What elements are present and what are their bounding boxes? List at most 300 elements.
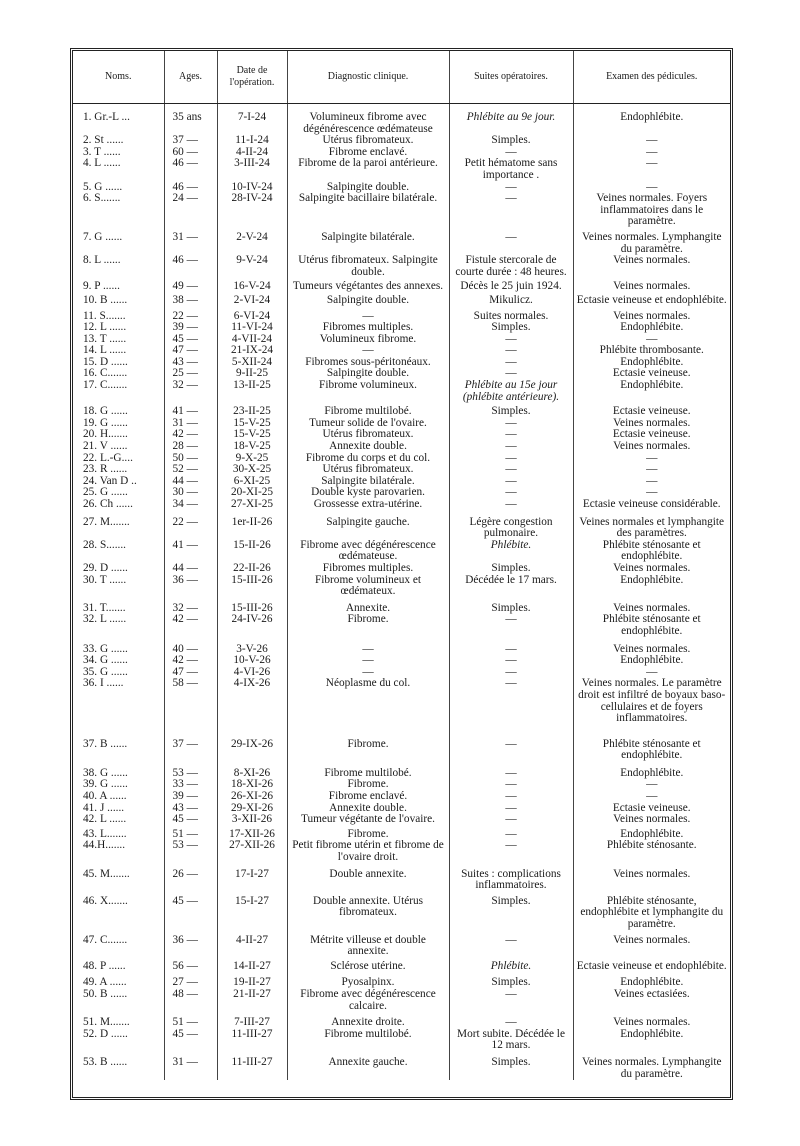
patient-age: 45 — <box>164 1029 217 1052</box>
table-row <box>73 814 730 826</box>
operation-date: 7-I-24 <box>217 104 287 136</box>
operation-date: 21-IX-24 <box>217 345 287 357</box>
patient-age: 45 — <box>164 334 217 346</box>
table-row <box>73 441 730 453</box>
patient-age: 36 — <box>164 575 217 598</box>
table-row <box>73 892 730 931</box>
operation-date: 2-VI-24 <box>217 293 287 307</box>
pedicle-exam: Endophlébite. <box>620 1027 684 1040</box>
clinical-diagnosis: Double annexite. Utérus fibromateux. <box>287 892 449 931</box>
operation-date: 4-VII-24 <box>217 334 287 346</box>
patient-age: 52 — <box>164 464 217 476</box>
patient-name: 3. T ...... <box>73 147 164 159</box>
clinical-diagnosis: Sclérose utérine. <box>287 958 449 973</box>
clinical-diagnosis: Double annexite. <box>287 864 449 892</box>
postoperative-course: Simples. <box>449 563 573 575</box>
clinical-diagnosis: Salpingite bilatérale. <box>287 228 449 255</box>
operation-date: 15-V-25 <box>217 429 287 441</box>
patient-name: 17. C....... <box>73 380 164 403</box>
patient-name: 25. G ...... <box>73 487 164 499</box>
clinical-diagnosis: Utérus fibromateux. <box>287 429 449 441</box>
patient-name: 8. L ...... <box>73 255 164 278</box>
patient-name: 38. G ...... <box>73 762 164 780</box>
clinical-diagnosis: Utérus fibromateux. <box>287 135 449 147</box>
patient-age: 47 — <box>164 345 217 357</box>
operation-date: 18-V-25 <box>217 441 287 453</box>
operation-date: 28-IV-24 <box>217 193 287 228</box>
pedicle-exam: Veines normales. <box>613 813 691 826</box>
patient-age: 51 — <box>164 826 217 841</box>
patient-age: 46 — <box>164 255 217 278</box>
table-body <box>73 104 730 1081</box>
operation-date: 3-XII-26 <box>217 814 287 826</box>
header-noms: Noms. <box>73 51 164 104</box>
table-row <box>73 840 730 863</box>
table-row <box>73 638 730 656</box>
pedicle-exam: — <box>646 145 658 158</box>
clinical-diagnosis: Fibrome du corps et du col. <box>287 453 449 465</box>
patient-name: 52. D ...... <box>73 1029 164 1052</box>
pedicle-exam: — <box>646 778 658 791</box>
table-row <box>73 931 730 958</box>
postoperative-course: Simples. <box>449 135 573 147</box>
clinical-diagnosis: Fibrome multilobé. <box>287 762 449 780</box>
postoperative-course: — <box>449 791 573 803</box>
pedicle-exam: Endophlébite. <box>620 355 684 368</box>
clinical-diagnosis: Salpingite double. <box>287 293 449 307</box>
pedicle-exam: — <box>646 665 658 678</box>
pedicle-exam: — <box>646 486 658 499</box>
pedicle-exam: Phlébite sténosante, endophlébite et lymphangite du paramètre. <box>580 894 724 930</box>
pedicle-exam: Veines normales. <box>613 933 691 946</box>
postoperative-course: — <box>449 499 573 511</box>
patient-age: 50 — <box>164 453 217 465</box>
table-row <box>73 563 730 575</box>
patient-name: 23. R ...... <box>73 464 164 476</box>
header-ages: Ages. <box>164 51 217 104</box>
pedicle-exam: Phlébite sténosante. <box>606 839 697 852</box>
clinical-diagnosis: Fibrome volumineux et œdémateux. <box>287 575 449 598</box>
pedicle-exam: Veines normales. <box>613 867 691 880</box>
clinical-diagnosis: Volumineux fibrome. <box>287 334 449 346</box>
postoperative-course: Mikulicz. <box>449 293 573 307</box>
table-row <box>73 380 730 403</box>
patient-name: 14. L ...... <box>73 345 164 357</box>
postoperative-course: Suites normales. <box>449 307 573 323</box>
postoperative-course: Simples. <box>449 972 573 989</box>
pedicle-exam: Phlébite sténosante et endophlébite. <box>602 538 701 563</box>
clinical-diagnosis: Petit fibrome utérin et fibrome de l'ovaire droit. <box>287 840 449 863</box>
patient-age: 34 — <box>164 499 217 511</box>
postoperative-course: Suites : complications inflammatoires. <box>449 864 573 892</box>
clinical-diagnosis: Salpingite gauche. <box>287 511 449 540</box>
operation-date: 5-XII-24 <box>217 357 287 369</box>
table-row <box>73 228 730 255</box>
patient-name: 42. L ...... <box>73 814 164 826</box>
postoperative-course: Phlébite. <box>449 958 573 973</box>
patient-name: 48. P ...... <box>73 958 164 973</box>
operation-date: 27-XI-25 <box>217 499 287 511</box>
clinical-diagnosis: Fibromes multiples. <box>287 563 449 575</box>
patient-age: 38 — <box>164 293 217 307</box>
table-row <box>73 307 730 323</box>
patient-age: 33 — <box>164 779 217 791</box>
clinical-diagnosis: Fibrome volumineux. <box>287 380 449 403</box>
pedicle-exam: Veines normales. Lymphangite du paramètre. <box>581 1055 722 1080</box>
table-row <box>73 989 730 1012</box>
patient-name: 21. V ...... <box>73 441 164 453</box>
table-row <box>73 403 730 418</box>
patient-name: 46. X....... <box>73 892 164 931</box>
operation-date: 4-VI-26 <box>217 667 287 679</box>
patient-name: 2. St ...... <box>73 135 164 147</box>
clinical-diagnosis: Fibrome multilobé. <box>287 1029 449 1052</box>
patient-age: 30 — <box>164 487 217 499</box>
clinical-diagnosis: Fibromes sous-péritonéaux. <box>287 357 449 369</box>
patient-age: 39 — <box>164 791 217 803</box>
pedicle-exam: Veines normales. <box>613 254 691 267</box>
patient-age: 42 — <box>164 429 217 441</box>
postoperative-course: — <box>449 667 573 679</box>
operation-date: 6-XI-25 <box>217 476 287 488</box>
patient-age: 35 ans <box>164 104 217 136</box>
patient-age: 45 — <box>164 892 217 931</box>
operation-date: 6-VI-24 <box>217 307 287 323</box>
patient-age: 37 — <box>164 135 217 147</box>
operation-date: 20-XI-25 <box>217 487 287 499</box>
pedicle-exam: Veines normales. <box>613 601 691 614</box>
operation-date: 7-III-27 <box>217 1012 287 1029</box>
table-row <box>73 1029 730 1052</box>
operation-date: 4-II-24 <box>217 147 287 159</box>
postoperative-course: Simples. <box>449 1052 573 1080</box>
patient-name: 50. B ...... <box>73 989 164 1012</box>
patient-age: 24 — <box>164 193 217 228</box>
postoperative-course: — <box>449 826 573 841</box>
patient-age: 45 — <box>164 814 217 826</box>
postoperative-course: — <box>449 1012 573 1029</box>
patient-name: 11. S....... <box>73 307 164 323</box>
operation-date: 4-IX-26 <box>217 678 287 724</box>
patient-age: 53 — <box>164 840 217 863</box>
pedicle-exam: — <box>646 790 658 803</box>
postoperative-course: — <box>449 762 573 780</box>
patient-age: 41 — <box>164 540 217 563</box>
patient-age: 22 — <box>164 511 217 540</box>
postoperative-course: — <box>449 638 573 656</box>
postoperative-course: — <box>449 476 573 488</box>
patient-age: 47 — <box>164 667 217 679</box>
operation-date: 3-V-26 <box>217 638 287 656</box>
clinical-diagnosis: Tumeurs végétantes des annexes. <box>287 278 449 293</box>
patient-name: 19. G ...... <box>73 418 164 430</box>
patient-name: 31. T....... <box>73 598 164 615</box>
patient-age: 28 — <box>164 441 217 453</box>
clinical-diagnosis: Fibrome. <box>287 779 449 791</box>
postoperative-course: — <box>449 429 573 441</box>
operation-date: 26-XI-26 <box>217 791 287 803</box>
table-row <box>73 499 730 511</box>
pedicle-exam: Phlébite sténosante et endophlébite. <box>602 737 701 762</box>
postoperative-course: — <box>449 614 573 637</box>
operation-date: 17-I-27 <box>217 864 287 892</box>
table-row <box>73 193 730 228</box>
operation-date: 29-IX-26 <box>217 725 287 762</box>
postoperative-course: — <box>449 418 573 430</box>
pedicle-exam: Veines normales. <box>613 440 691 453</box>
table-row <box>73 511 730 540</box>
clinical-diagnosis: Tumeur solide de l'ovaire. <box>287 418 449 430</box>
clinical-diagnosis: Fibrome. <box>287 614 449 637</box>
clinical-diagnosis: Salpingite bilatérale. <box>287 476 449 488</box>
table-row <box>73 762 730 780</box>
postoperative-course: — <box>449 725 573 762</box>
patient-name: 35. G ...... <box>73 667 164 679</box>
clinical-diagnosis: Grossesse extra-utérine. <box>287 499 449 511</box>
patient-name: 45. M....... <box>73 864 164 892</box>
table-row <box>73 655 730 667</box>
table-row <box>73 826 730 841</box>
postoperative-course: Décès le 25 juin 1924. <box>449 278 573 293</box>
patient-age: 32 — <box>164 380 217 403</box>
pedicle-exam: Endophlébite. <box>620 766 684 779</box>
clinical-diagnosis: Fibrome enclavé. <box>287 147 449 159</box>
clinical-diagnosis: Métrite villeuse et double annexite. <box>287 931 449 958</box>
operation-date: 9-X-25 <box>217 453 287 465</box>
postoperative-course: — <box>449 334 573 346</box>
clinical-diagnosis: — <box>287 667 449 679</box>
clinical-diagnosis: Fibrome. <box>287 725 449 762</box>
clinical-diagnosis: Fibromes multiples. <box>287 322 449 334</box>
postoperative-course: Phlébite au 9e jour. <box>449 104 573 136</box>
postoperative-course: — <box>449 345 573 357</box>
pedicle-exam: Phlébite thrombosante. <box>599 344 704 357</box>
patient-name: 6. S....... <box>73 193 164 228</box>
table-row <box>73 958 730 973</box>
operation-date: 14-II-27 <box>217 958 287 973</box>
patient-age: 48 — <box>164 989 217 1012</box>
pedicle-exam: Veines normales. <box>613 642 691 655</box>
postoperative-course: — <box>449 840 573 863</box>
operation-date: 16-V-24 <box>217 278 287 293</box>
clinical-diagnosis: Fibrome enclavé. <box>287 791 449 803</box>
pedicle-exam: — <box>646 134 658 147</box>
patient-name: 49. A ...... <box>73 972 164 989</box>
patient-age: 43 — <box>164 357 217 369</box>
patient-age: 31 — <box>164 228 217 255</box>
operation-date: 15-III-26 <box>217 575 287 598</box>
pedicle-exam: Endophlébite. <box>620 111 684 123</box>
table-row <box>73 1012 730 1029</box>
patient-age: 46 — <box>164 158 217 181</box>
table-row <box>73 725 730 762</box>
table-row <box>73 104 730 136</box>
clinical-diagnosis: Annexite double. <box>287 441 449 453</box>
patient-age: 25 — <box>164 368 217 380</box>
clinical-diagnosis: Utérus fibromateux. Salpingite double. <box>287 255 449 278</box>
pedicle-exam: Veines normales. <box>613 1016 691 1029</box>
patient-name: 53. B ...... <box>73 1052 164 1080</box>
patient-age: 56 — <box>164 958 217 973</box>
table-row <box>73 575 730 598</box>
table-header-row <box>73 51 730 104</box>
operation-date: 1er-II-26 <box>217 511 287 540</box>
operation-date: 21-II-27 <box>217 989 287 1012</box>
header-pedicules: Examen des pédicules. <box>573 51 730 104</box>
clinical-diagnosis: — <box>287 345 449 357</box>
postoperative-course: — <box>449 441 573 453</box>
pedicle-exam: Veines normales. <box>613 416 691 429</box>
operation-date: 15-III-26 <box>217 598 287 615</box>
pedicle-exam: — <box>646 463 658 476</box>
postoperative-course: Légère congestion pulmonaire. <box>449 511 573 540</box>
patient-age: 60 — <box>164 147 217 159</box>
pedicle-exam: Endophlébite. <box>620 573 684 586</box>
operation-date: 10-V-26 <box>217 655 287 667</box>
header-date: Date de l'opération. <box>217 51 287 104</box>
pedicle-exam: Ectasie veineuse. <box>612 367 691 380</box>
patient-name: 16. C....... <box>73 368 164 380</box>
postoperative-course: Phlébite. <box>449 540 573 563</box>
postoperative-course: — <box>449 487 573 499</box>
pedicle-exam: Phlébite sténosante et endophlébite. <box>602 613 701 637</box>
patient-name: 15. D ...... <box>73 357 164 369</box>
operation-date: 18-XI-26 <box>217 779 287 791</box>
patient-age: 36 — <box>164 931 217 958</box>
postoperative-course: — <box>449 678 573 724</box>
pedicle-exam: Endophlébite. <box>620 321 684 334</box>
clinical-diagnosis: Tumeur végétante de l'ovaire. <box>287 814 449 826</box>
postoperative-course: — <box>449 814 573 826</box>
patient-name: 10. B ...... <box>73 293 164 307</box>
surgery-table <box>73 51 730 1080</box>
postoperative-course: — <box>449 147 573 159</box>
postoperative-course: — <box>449 453 573 465</box>
patient-age: 49 — <box>164 278 217 293</box>
postoperative-course: Simples. <box>449 892 573 931</box>
table-row <box>73 322 730 334</box>
patient-name: 24. Van D .. <box>73 476 164 488</box>
patient-age: 26 — <box>164 864 217 892</box>
patient-name: 29. D ...... <box>73 563 164 575</box>
pedicle-exam: Ectasie veineuse et endophlébite. <box>576 293 727 306</box>
operation-date: 4-II-27 <box>217 931 287 958</box>
patient-age: 51 — <box>164 1012 217 1029</box>
pedicle-exam: Veines normales. Lymphangite du paramètre. <box>581 230 722 255</box>
pedicle-exam: Endophlébite. <box>620 379 684 392</box>
patient-name: 28. S....... <box>73 540 164 563</box>
postoperative-course: — <box>449 193 573 228</box>
clinical-diagnosis: Volumineux fibrome avec dégénérescence œdémateuse <box>287 104 449 136</box>
patient-name: 7. G ...... <box>73 228 164 255</box>
clinical-diagnosis: — <box>287 655 449 667</box>
patient-name: 12. L ...... <box>73 322 164 334</box>
operation-date: 15-V-25 <box>217 418 287 430</box>
patient-name: 26. Ch ...... <box>73 499 164 511</box>
patient-age: 46 — <box>164 182 217 194</box>
pedicle-exam: Veines normales. <box>613 280 691 293</box>
pedicle-exam: — <box>646 451 658 464</box>
clinical-diagnosis: Fibrome. <box>287 826 449 841</box>
postoperative-course: — <box>449 357 573 369</box>
pedicle-exam: Endophlébite. <box>620 827 684 840</box>
operation-date: 2-V-24 <box>217 228 287 255</box>
pedicle-exam: Ectasie veineuse. <box>612 428 691 441</box>
patient-name: 9. P ...... <box>73 278 164 293</box>
postoperative-course: — <box>449 368 573 380</box>
table-row <box>73 972 730 989</box>
postoperative-course: — <box>449 989 573 1012</box>
postoperative-course: — <box>449 464 573 476</box>
operation-date: 15-II-26 <box>217 540 287 563</box>
table-row <box>73 678 730 724</box>
patient-name: 44.H....... <box>73 840 164 863</box>
operation-date: 22-II-26 <box>217 563 287 575</box>
postoperative-course: — <box>449 182 573 194</box>
clinical-diagnosis: Néoplasme du col. <box>287 678 449 724</box>
operation-date: 11-I-24 <box>217 135 287 147</box>
pedicle-exam: Veines ectasiées. <box>613 987 690 1000</box>
operation-date: 23-II-25 <box>217 403 287 418</box>
patient-name: 4. L ...... <box>73 158 164 181</box>
postoperative-course: Simples. <box>449 403 573 418</box>
patient-age: 22 — <box>164 307 217 323</box>
clinical-diagnosis: Annexite double. <box>287 803 449 815</box>
patient-name: 30. T ...... <box>73 575 164 598</box>
patient-name: 27. M....... <box>73 511 164 540</box>
postoperative-course: Décédée le 17 mars. <box>449 575 573 598</box>
pedicle-exam: — <box>646 157 658 170</box>
patient-age: 27 — <box>164 972 217 989</box>
clinical-diagnosis: Salpingite bacillaire bilatérale. <box>287 193 449 228</box>
postoperative-course: Mort subite. Décédée le 12 mars. <box>449 1029 573 1052</box>
operation-date: 30-X-25 <box>217 464 287 476</box>
operation-date: 29-XI-26 <box>217 803 287 815</box>
patient-name: 41. J ...... <box>73 803 164 815</box>
postoperative-course: — <box>449 779 573 791</box>
postoperative-course: Simples. <box>449 598 573 615</box>
postoperative-course: Petit hématome sans importance . <box>449 158 573 181</box>
patient-name: 40. A ...... <box>73 791 164 803</box>
pedicle-exam: — <box>646 180 658 193</box>
patient-name: 5. G ...... <box>73 182 164 194</box>
table-row <box>73 598 730 615</box>
patient-age: 42 — <box>164 614 217 637</box>
patient-age: 53 — <box>164 762 217 780</box>
clinical-diagnosis: Fibrome de la paroi antérieure. <box>287 158 449 181</box>
patient-name: 36. I ...... <box>73 678 164 724</box>
operation-date: 11-III-27 <box>217 1029 287 1052</box>
pedicle-exam: Ectasie veineuse considérable. <box>582 498 721 510</box>
operation-date: 19-II-27 <box>217 972 287 989</box>
clinical-diagnosis: Fibrome multilobé. <box>287 403 449 418</box>
table-row <box>73 1052 730 1080</box>
patient-name: 51. M....... <box>73 1012 164 1029</box>
pedicle-exam: Ectasie veineuse. <box>612 801 691 814</box>
clinical-diagnosis: Fibrome avec dégénérescence calcaire. <box>287 989 449 1012</box>
patient-age: 58 — <box>164 678 217 724</box>
postoperative-course: Simples. <box>449 322 573 334</box>
postoperative-course: — <box>449 803 573 815</box>
patient-name: 20. H....... <box>73 429 164 441</box>
clinical-diagnosis: Annexite droite. <box>287 1012 449 1029</box>
operation-date: 11-VI-24 <box>217 322 287 334</box>
patient-name: 33. G ...... <box>73 638 164 656</box>
patient-age: 41 — <box>164 403 217 418</box>
table-row <box>73 293 730 307</box>
clinical-diagnosis: Utérus fibromateux. <box>287 464 449 476</box>
pedicle-exam: Endophlébite. <box>620 976 684 989</box>
